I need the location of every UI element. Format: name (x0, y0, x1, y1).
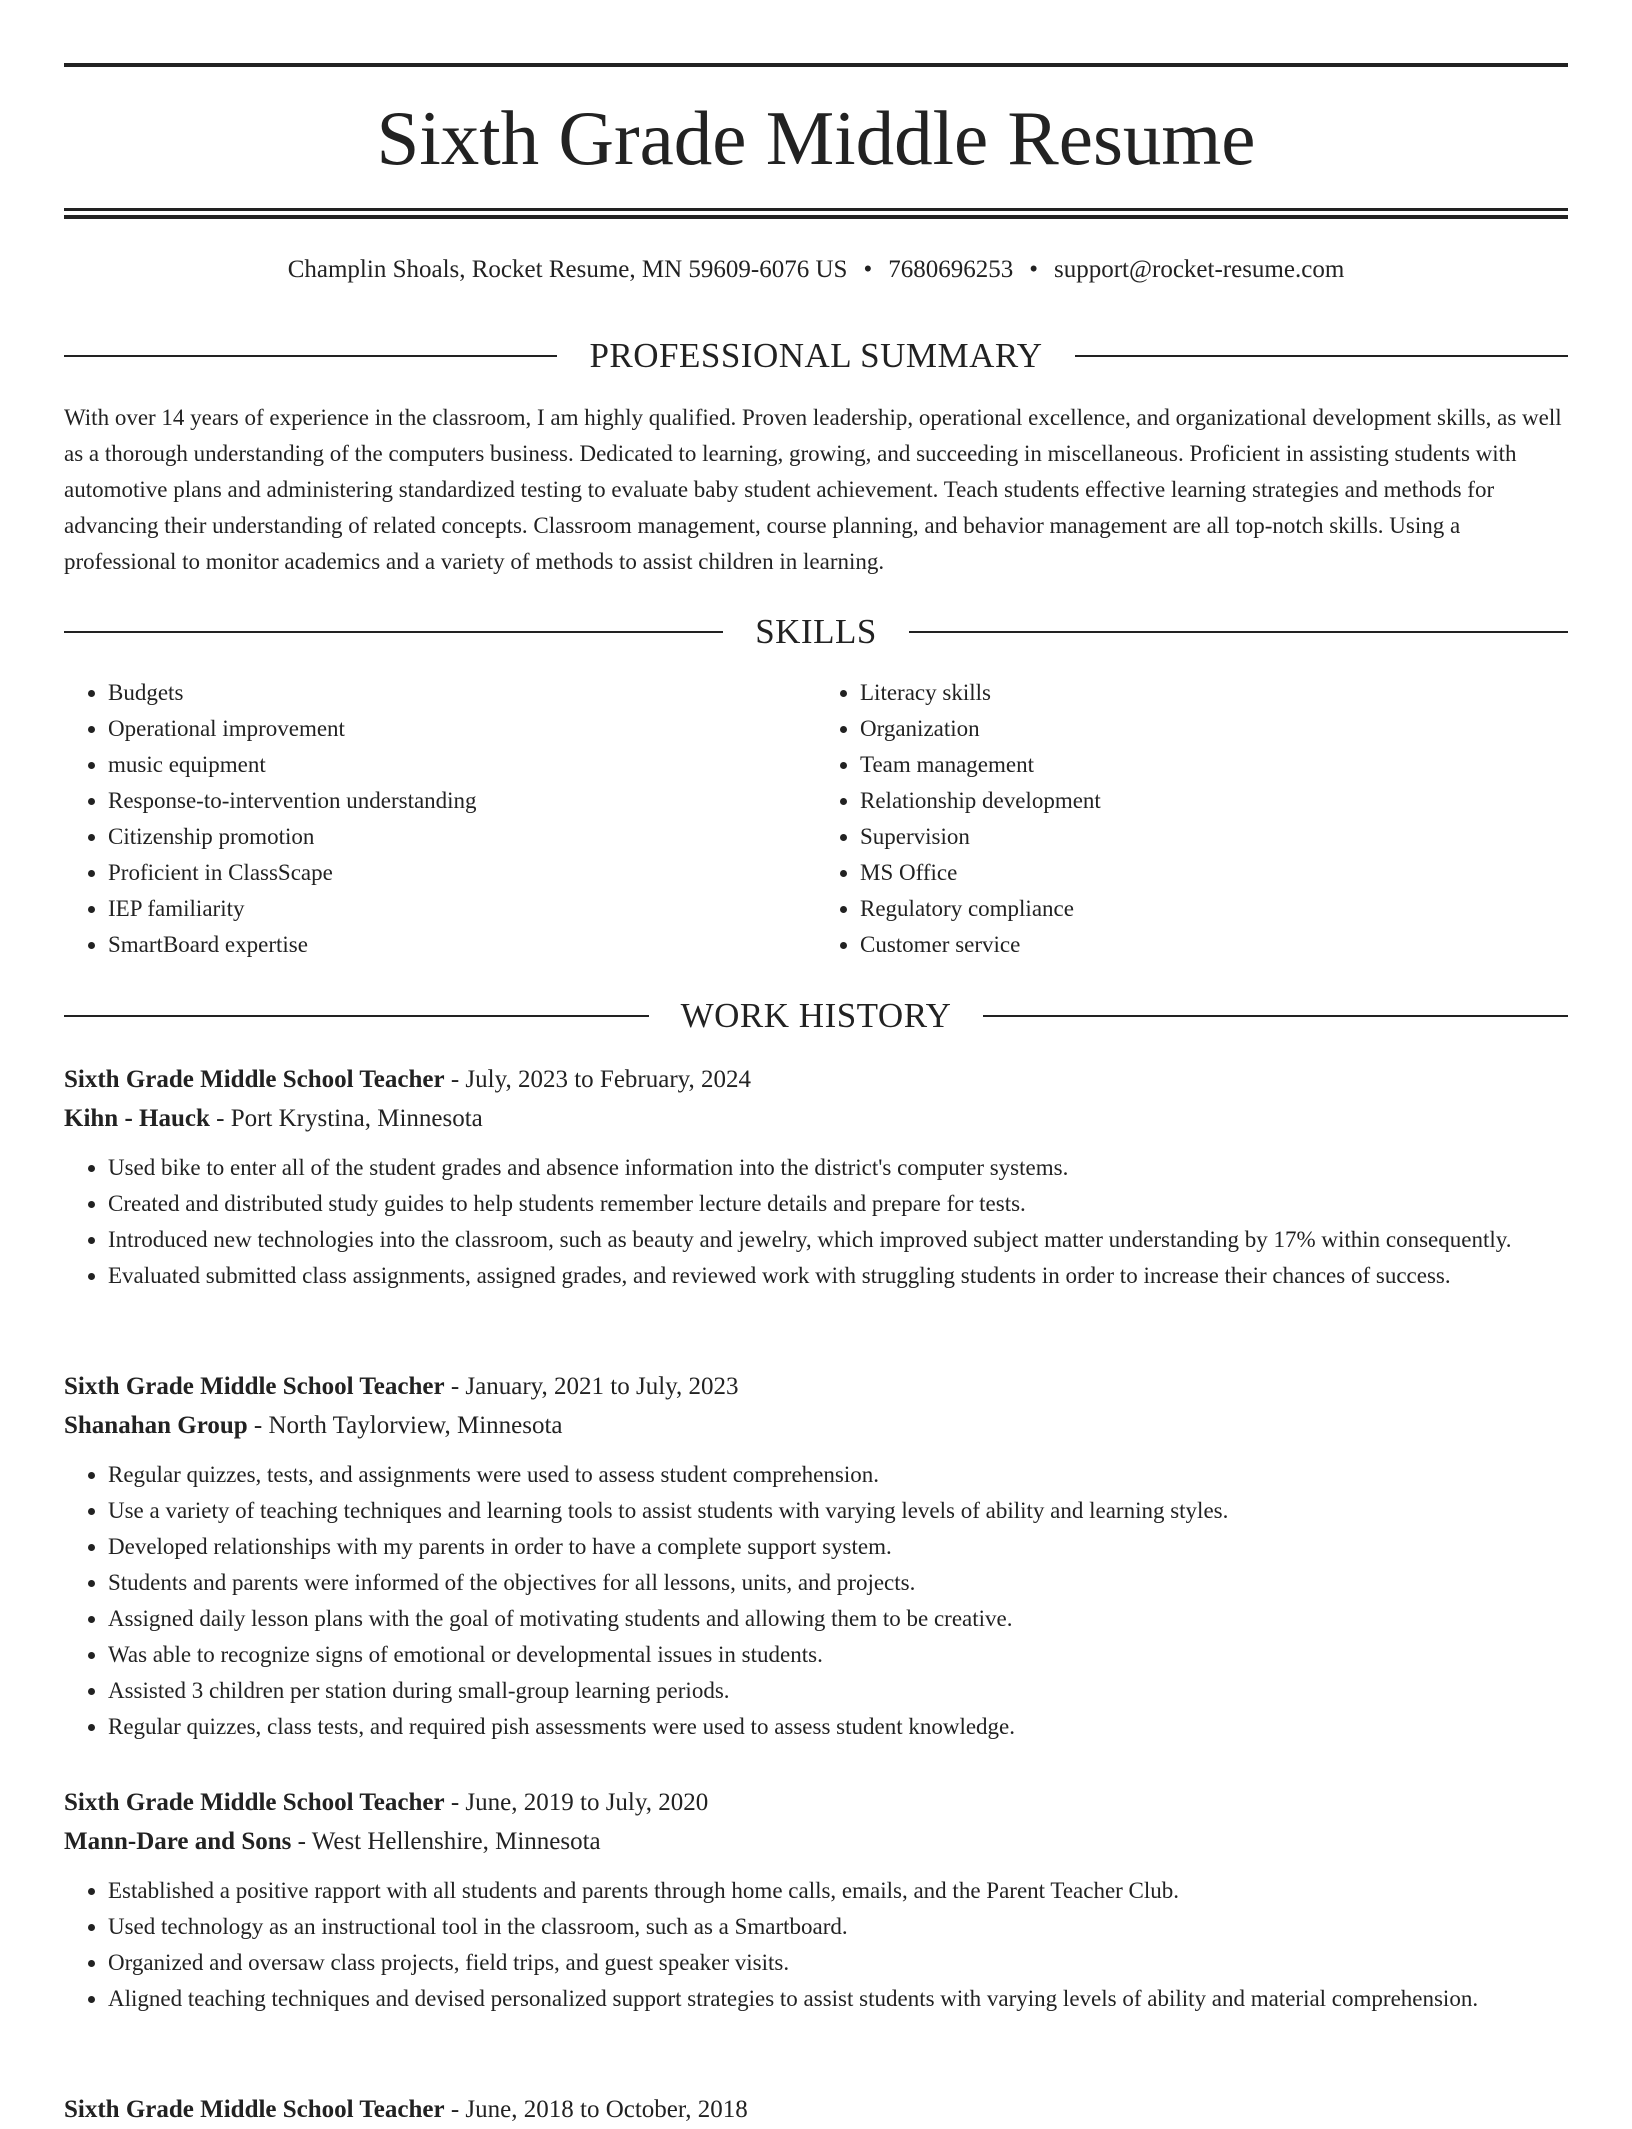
job-bullets (64, 1150, 1568, 1294)
skill-item: • Relationship development (860, 783, 1568, 819)
job-bullet: • Students and parents were informed of the objectives for all lessons, units, and projects. (108, 1565, 1568, 1601)
job-company: Shanahan Group (64, 1412, 248, 1439)
skills-column-left (64, 675, 816, 963)
job-bullet: • Assisted 3 children per station during small-group learning periods. (108, 1673, 1568, 1709)
job-title: Sixth Grade Middle School Teacher (64, 1066, 445, 1093)
job-bullet: • Assigned daily lesson plans with the goal of motivating students and allowing them to be creative. (108, 1601, 1568, 1637)
job-company: Mann-Dare and Sons (64, 1828, 292, 1855)
job-location: - West Hellenshire, Minnesota (291, 1828, 601, 1855)
skill-item: • Operational improvement (108, 711, 816, 747)
contact-address: Champlin Shoals, Rocket Resume, MN 59609-6076 US (287, 256, 848, 283)
double-rule (64, 208, 1568, 219)
bullet-separator: • (1029, 256, 1038, 283)
contact-phone: 7680696253 (888, 256, 1014, 283)
job-company: Kihn - Hauck (64, 1105, 210, 1132)
skill-item: • Customer service (860, 927, 1568, 963)
job-dates: - January, 2021 to July, 2023 (444, 1373, 739, 1400)
job-dates: - June, 2018 to October, 2018 (444, 2096, 748, 2123)
job-bullet: • Created and distributed study guides to help students remember lecture details and prepare for tests. (108, 1186, 1568, 1222)
resume-title: Sixth Grade Middle Resume (376, 95, 1256, 181)
skill-item: • Regulatory compliance (860, 891, 1568, 927)
job-title-line (64, 1783, 1568, 1822)
job-bullet: • Aligned teaching techniques and devised personalized support strategies to assist students with varying levels of ability and material comprehension. (108, 1981, 1568, 2017)
skills-heading (64, 610, 1568, 654)
job-bullet: • Use a variety of teaching techniques and learning tools to assist students with varying levels of ability and learning styles. (108, 1493, 1568, 1529)
job-entry (64, 1367, 1568, 1745)
skill-item: • Response-to-intervention understanding (108, 783, 816, 819)
skills-list (64, 675, 1568, 963)
job-location: - North Taylorview, Minnesota (247, 1412, 563, 1439)
job-bullets (64, 1457, 1568, 1745)
job-bullet: • Introduced new technologies into the classroom, such as beauty and jewelry, which improved subject matter understanding by 17% within consequently. (108, 1222, 1568, 1258)
job-title: Sixth Grade Middle School Teacher (64, 1789, 445, 1816)
job-bullets (64, 1873, 1568, 2017)
job-bullet: • Used technology as an instructional tool in the classroom, such as a Smartboard. (108, 1909, 1568, 1945)
job-bullet: • Regular quizzes, tests, and assignments were used to assess student comprehension. (108, 1457, 1568, 1493)
job-dates: - July, 2023 to February, 2024 (444, 1066, 752, 1093)
summary-text: With over 14 years of experience in the classroom, I am highly qualified. Proven leadership, operational excellence, and organizational development skills, as well as a thorough understanding of the computers business. Dedicated to learning, growing, and succeeding in miscellaneous. Proficient in assisting students with automotive plans and administering standardized testing to evaluate baby student achievement. Teach students effective learning strategies and methods for advancing their understanding of related concepts. Classroom management, course planning, and behavior management are all top-notch skills. Using a professional to monitor academics and a variety of methods to assist children in learning. (64, 405, 1562, 574)
divider-line (64, 1015, 649, 1017)
job-bullet: • Developed relationships with my parents in order to have a complete support system. (108, 1529, 1568, 1565)
job-title-line (64, 1367, 1568, 1406)
job-title: Sixth Grade Middle School Teacher (64, 2096, 445, 2123)
job-bullet: • Used bike to enter all of the student grades and absence information into the district's computer systems. (108, 1150, 1568, 1186)
contact-line (64, 254, 1568, 286)
skill-item: • Proficient in ClassScape (108, 855, 816, 891)
skill-item: • Team management (860, 747, 1568, 783)
skill-item: • Budgets (108, 675, 816, 711)
section-title: SKILLS (755, 612, 877, 651)
divider-line (1075, 355, 1568, 357)
skill-item: • MS Office (860, 855, 1568, 891)
skill-item: • Supervision (860, 819, 1568, 855)
skills-column-right (816, 675, 1568, 963)
section-title: PROFESSIONAL SUMMARY (589, 336, 1043, 375)
job-title-line (64, 2090, 1568, 2129)
job-entry (64, 1783, 1568, 2017)
skill-item: • music equipment (108, 747, 816, 783)
job-title-line (64, 1060, 1568, 1099)
divider-line (64, 631, 723, 633)
job-company-line (64, 1099, 1568, 1138)
work-heading (64, 994, 1568, 1038)
job-company-line (64, 1822, 1568, 1861)
summary-heading (64, 334, 1568, 378)
job-bullet: • Was able to recognize signs of emotional or developmental issues in students. (108, 1637, 1568, 1673)
job-bullet: • Organized and oversaw class projects, field trips, and guest speaker visits. (108, 1945, 1568, 1981)
skill-item: • SmartBoard expertise (108, 927, 816, 963)
job-bullet: • Evaluated submitted class assignments, assigned grades, and reviewed work with struggling students in order to increase their chances of success. (108, 1258, 1568, 1294)
divider-line (909, 631, 1568, 633)
skill-item: • IEP familiarity (108, 891, 816, 927)
contact-email: support@rocket-resume.com (1053, 256, 1345, 283)
section-title: WORK HISTORY (680, 996, 952, 1035)
divider-line (983, 1015, 1568, 1017)
top-rule (64, 63, 1568, 67)
divider-line (64, 355, 557, 357)
job-entry (64, 1060, 1568, 1294)
job-bullet: • Regular quizzes, class tests, and required pish assessments were used to assess student knowledge. (108, 1709, 1568, 1745)
skill-item: • Citizenship promotion (108, 819, 816, 855)
job-entry (64, 2090, 1568, 2129)
job-location: - Port Krystina, Minnesota (209, 1105, 483, 1132)
job-bullet: • Established a positive rapport with all students and parents through home calls, emails, and the Parent Teacher Club. (108, 1873, 1568, 1909)
skill-item: • Organization (860, 711, 1568, 747)
skill-item: • Literacy skills (860, 675, 1568, 711)
job-company-line (64, 1406, 1568, 1445)
job-dates: - June, 2019 to July, 2020 (444, 1789, 709, 1816)
job-title: Sixth Grade Middle School Teacher (64, 1373, 445, 1400)
bullet-separator: • (863, 256, 873, 283)
